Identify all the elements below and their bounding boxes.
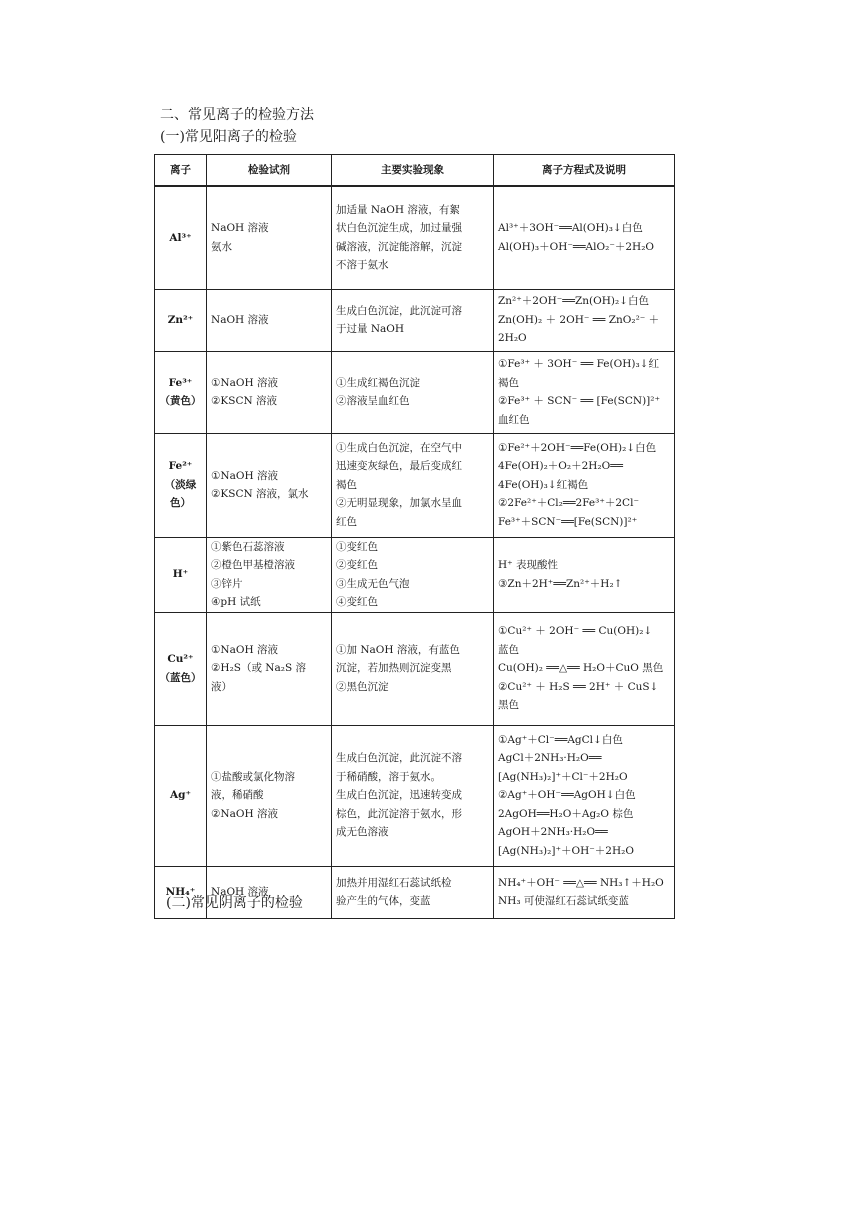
reagent-line: 氨水 [211,240,232,253]
phenomenon-line: 状白色沉淀生成，加过量强 [336,222,462,235]
equation-line: ①Ag⁺＋Cl⁻══AgCl↓白色 [498,733,623,746]
header-phenomenon: 主要实验现象 [332,155,494,187]
equation-line: ②Cu²⁺ ＋ H₂S ══ 2H⁺ ＋ CuS↓ [498,680,659,693]
ion-line: Fe²⁺ [168,460,193,473]
equation-line: H⁺ 表现酸性 [498,559,559,571]
equation-cell [494,351,675,433]
ion-line: （黄色） [159,395,202,407]
equation-line: 2AgOH══H₂O＋Ag₂O 棕色 [498,807,634,820]
equation-line: AgOH＋2NH₃·H₂O══ [498,826,608,839]
reagent-line: ①紫色石蕊溶液 [211,540,285,553]
table-header-row [155,155,675,187]
equation-cell [494,433,675,537]
reagent-line: ②H₂S（或 Na₂S 溶 [211,662,306,675]
table-row [155,289,675,351]
phenomenon-line: 成无色溶液 [336,826,389,839]
equation-line: 4Fe(OH)₃↓红褐色 [498,478,589,491]
phenomenon-cell [332,351,494,433]
ion-cell [155,433,207,537]
ion-cell [155,351,207,433]
reagent-line: ③锌片 [211,577,243,590]
ion-cell [155,725,207,866]
phenomenon-line: ①加 NaOH 溶液，有蓝色 [336,643,460,656]
ion-line: Ag⁺ [169,789,192,802]
phenomenon-line: 验产生的气体，变蓝 [336,895,431,907]
table-row [155,725,675,866]
phenomenon-line: ①生成白色沉淀，在空气中 [336,441,462,454]
phenomenon-line: 加适量 NaOH 溶液，有絮 [336,203,460,216]
phenomenon-line: 于稀硝酸，溶于氨水。 [336,770,441,783]
equation-line: ②Ag⁺＋OH⁻══AgOH↓白色 [498,789,636,802]
table-row [155,433,675,537]
reagent-line: ②橙色甲基橙溶液 [211,559,295,571]
phenomenon-line: ①生成红褐色沉淀 [336,376,420,389]
ion-line: （淡绿色） [164,478,197,510]
equation-cell [494,866,675,918]
phenomenon-line: 褐色 [336,478,357,491]
equation-line: ①Fe³⁺ ＋ 3OH⁻ ══ Fe(OH)₃↓红 [498,358,659,370]
reagent-cell [207,537,332,612]
reagent-line: ①NaOH 溶液 [211,469,278,482]
phenomenon-line: ②无明显现象，加氯水呈血 [336,497,462,510]
equation-line: ③Zn＋2H⁺══Zn²⁺＋H₂↑ [498,577,623,590]
equation-line: [Ag(NH₃)₂]⁺＋OH⁻＋2H₂O [498,844,634,857]
reagent-line: ④pH 试纸 [211,596,261,608]
phenomenon-cell [332,433,494,537]
reagent-cell [207,351,332,433]
reagent-cell [207,433,332,537]
reagent-line: NaOH 溶液 [211,885,269,898]
phenomenon-line: 红色 [336,515,357,528]
reagent-line: ②KSCN 溶液 [211,395,278,407]
table-row [155,351,675,433]
equation-line: [Ag(NH₃)₂]⁺＋Cl⁻＋2H₂O [498,770,628,783]
table-body [155,186,675,918]
phenomenon-line: ②变红色 [336,559,378,571]
equation-line: 血红色 [498,413,530,426]
reagent-line: ①盐酸或氯化物溶 [211,770,295,783]
ion-line: Al³⁺ [169,231,192,244]
equation-cell [494,289,675,351]
equation-line: 蓝色 [498,643,519,656]
equation-line: NH₄⁺＋OH⁻ ══△══ NH₃↑＋H₂O [498,876,664,889]
phenomenon-line: 不溶于氨水 [336,259,389,272]
header-ion: 离子 [155,155,207,187]
phenomenon-line: 生成白色沉淀，迅速转变成 [336,789,462,802]
phenomenon-line: ④变红色 [336,596,378,608]
ion-cell [155,289,207,351]
ion-line: Cu²⁺ [167,653,194,665]
cation-test-table [154,154,675,919]
equation-cell [494,186,675,289]
reagent-line: NaOH 溶液 [211,313,269,326]
equation-line: Cu(OH)₂ ══△══ H₂O＋CuO 黑色 [498,662,664,675]
phenomenon-line: ②溶液呈血红色 [336,395,410,407]
cation-subheading: (一)常见阳离子的检验 [160,129,297,145]
phenomenon-cell [332,866,494,918]
ion-line: NH₄⁺ [165,885,196,898]
table-row [155,186,675,289]
header-equation: 离子方程式及说明 [494,155,675,187]
reagent-line: 液） [211,680,232,693]
section-heading: 二、常见离子的检验方法 [160,107,314,123]
reagent-cell [207,612,332,725]
table-row [155,612,675,725]
phenomenon-line: 于过量 NaOH [336,323,405,335]
equation-cell [494,612,675,725]
equation-line: 褐色 [498,376,519,389]
reagent-line: 液，稀硝酸 [211,789,264,802]
reagent-cell [207,725,332,866]
reagent-line: ②NaOH 溶液 [211,807,278,820]
equation-line: NH₃ 可使湿红石蕊试纸变蓝 [498,895,629,907]
phenomenon-line: 沉淀，若加热则沉淀变黑 [336,662,452,675]
phenomenon-line: ①变红色 [336,540,378,553]
ion-cell [155,612,207,725]
reagent-line: ①NaOH 溶液 [211,643,278,656]
equation-line: 4Fe(OH)₂＋O₂＋2H₂O══ [498,460,623,473]
anion-subheading: (二)常见阴离子的检验 [166,895,303,911]
phenomenon-cell [332,289,494,351]
phenomenon-line: ③生成无色气泡 [336,577,410,590]
ion-cell [155,186,207,289]
table-row [155,537,675,612]
equation-line: Fe³⁺＋SCN⁻══[Fe(SCN)]²⁺ [498,515,638,528]
equation-line: Zn(OH)₂ ＋ 2OH⁻ ══ ZnO₂²⁻ ＋ [498,313,660,326]
phenomenon-line: 加热并用湿红石蕊试纸检 [336,876,452,889]
equation-line: Al(OH)₃＋OH⁻══AlO₂⁻＋2H₂O [498,240,655,253]
phenomenon-cell [332,612,494,725]
equation-cell [494,725,675,866]
equation-line: AgCl＋2NH₃·H₂O══ [498,752,602,765]
ion-line: Fe³⁺ [168,376,193,389]
equation-line: ②Fe³⁺ ＋ SCN⁻ ══ [Fe(SCN)]²⁺ [498,395,661,407]
reagent-cell [207,186,332,289]
reagent-cell [207,289,332,351]
phenomenon-cell [332,725,494,866]
phenomenon-cell [332,186,494,289]
phenomenon-line: 棕色，此沉淀溶于氨水，形 [336,807,462,820]
equation-line: Zn²⁺＋2OH⁻══Zn(OH)₂↓白色 [498,295,649,308]
equation-line: ①Cu²⁺ ＋ 2OH⁻ ══ Cu(OH)₂↓ [498,625,653,638]
phenomenon-line: 碱溶液，沉淀能溶解，沉淀 [336,240,462,253]
reagent-line: NaOH 溶液 [211,222,269,235]
phenomenon-line: 生成白色沉淀，此沉淀可溶 [336,304,462,317]
equation-line: 2H₂O [498,332,527,345]
equation-line: 黑色 [498,699,519,712]
equation-line: Al³⁺＋3OH⁻══Al(OH)₃↓白色 [498,222,643,235]
phenomenon-line: 迅速变灰绿色，最后变成红 [336,460,462,473]
ion-cell [155,537,207,612]
ion-line: H⁺ [172,568,189,581]
phenomenon-cell [332,537,494,612]
header-reagent: 检验试剂 [207,155,332,187]
ion-line: （蓝色） [159,671,202,684]
equation-cell [494,537,675,612]
equation-line: ①Fe²⁺＋2OH⁻══Fe(OH)₂↓白色 [498,441,657,454]
reagent-line: ②KSCN 溶液，氯水 [211,488,309,500]
reagent-line: ①NaOH 溶液 [211,376,278,389]
ion-line: Zn²⁺ [167,313,194,326]
phenomenon-line: 生成白色沉淀，此沉淀不溶 [336,752,462,765]
equation-line: ②2Fe²⁺＋Cl₂══2Fe³⁺＋2Cl⁻ [498,497,639,510]
phenomenon-line: ②黑色沉淀 [336,680,389,693]
